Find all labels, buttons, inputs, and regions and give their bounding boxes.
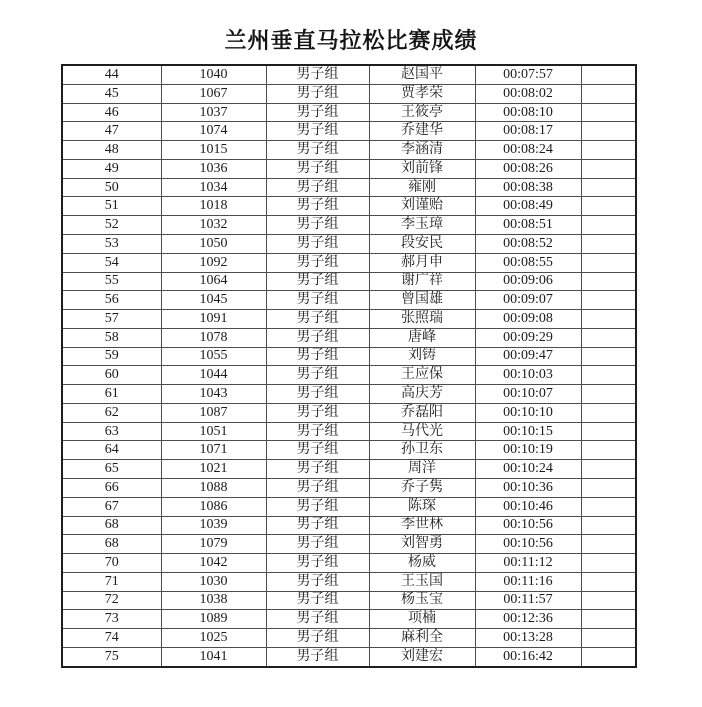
cell-name: 刘铸 <box>369 347 475 366</box>
table-row <box>62 178 636 197</box>
cell-group: 男子组 <box>266 554 369 573</box>
cell-rank: 57 <box>62 310 161 329</box>
cell-note <box>581 103 636 122</box>
cell-bib-number: 1088 <box>161 478 266 497</box>
cell-bib-number: 1015 <box>161 141 266 160</box>
cell-group: 男子组 <box>266 591 369 610</box>
cell-bib-number: 1067 <box>161 84 266 103</box>
table-row <box>62 422 636 441</box>
cell-rank: 60 <box>62 366 161 385</box>
cell-time: 00:08:26 <box>475 159 581 178</box>
cell-rank: 68 <box>62 535 161 554</box>
cell-group: 男子组 <box>266 535 369 554</box>
table-row <box>62 554 636 573</box>
cell-bib-number: 1087 <box>161 403 266 422</box>
cell-rank: 70 <box>62 554 161 573</box>
cell-name: 马代光 <box>369 422 475 441</box>
cell-group: 男子组 <box>266 478 369 497</box>
cell-time: 00:10:46 <box>475 497 581 516</box>
cell-note <box>581 610 636 629</box>
cell-bib-number: 1042 <box>161 554 266 573</box>
cell-rank: 61 <box>62 385 161 404</box>
cell-time: 00:10:56 <box>475 535 581 554</box>
cell-name: 陈琛 <box>369 497 475 516</box>
cell-group: 男子组 <box>266 460 369 479</box>
cell-name: 贾孝荣 <box>369 84 475 103</box>
cell-group: 男子组 <box>266 272 369 291</box>
cell-group: 男子组 <box>266 516 369 535</box>
cell-name: 刘建宏 <box>369 647 475 667</box>
cell-group: 男子组 <box>266 291 369 310</box>
cell-rank: 51 <box>62 197 161 216</box>
cell-note <box>581 403 636 422</box>
cell-note <box>581 328 636 347</box>
cell-rank: 64 <box>62 441 161 460</box>
cell-bib-number: 1079 <box>161 535 266 554</box>
cell-time: 00:08:38 <box>475 178 581 197</box>
cell-bib-number: 1050 <box>161 235 266 254</box>
cell-name: 周洋 <box>369 460 475 479</box>
table-row <box>62 159 636 178</box>
cell-name: 王筱亭 <box>369 103 475 122</box>
cell-bib-number: 1086 <box>161 497 266 516</box>
cell-note <box>581 629 636 648</box>
cell-time: 00:12:36 <box>475 610 581 629</box>
cell-time: 00:11:57 <box>475 591 581 610</box>
cell-time: 00:09:29 <box>475 328 581 347</box>
cell-time: 00:10:36 <box>475 478 581 497</box>
cell-bib-number: 1025 <box>161 629 266 648</box>
cell-bib-number: 1092 <box>161 253 266 272</box>
cell-rank: 72 <box>62 591 161 610</box>
cell-note <box>581 385 636 404</box>
cell-time: 00:10:19 <box>475 441 581 460</box>
cell-time: 00:16:42 <box>475 647 581 667</box>
cell-note <box>581 535 636 554</box>
table-row <box>62 460 636 479</box>
cell-note <box>581 497 636 516</box>
table-row <box>62 328 636 347</box>
cell-time: 00:09:08 <box>475 310 581 329</box>
cell-name: 王应保 <box>369 366 475 385</box>
cell-group: 男子组 <box>266 366 369 385</box>
cell-name: 杨玉宝 <box>369 591 475 610</box>
cell-name: 刘谨贻 <box>369 197 475 216</box>
cell-rank: 62 <box>62 403 161 422</box>
table-row <box>62 253 636 272</box>
cell-time: 00:10:10 <box>475 403 581 422</box>
cell-time: 00:10:56 <box>475 516 581 535</box>
cell-rank: 63 <box>62 422 161 441</box>
cell-bib-number: 1018 <box>161 197 266 216</box>
table-row <box>62 535 636 554</box>
cell-note <box>581 235 636 254</box>
cell-rank: 66 <box>62 478 161 497</box>
cell-note <box>581 216 636 235</box>
cell-group: 男子组 <box>266 310 369 329</box>
cell-group: 男子组 <box>266 422 369 441</box>
cell-group: 男子组 <box>266 403 369 422</box>
cell-bib-number: 1021 <box>161 460 266 479</box>
cell-bib-number: 1071 <box>161 441 266 460</box>
table-row <box>62 197 636 216</box>
cell-rank: 67 <box>62 497 161 516</box>
cell-rank: 73 <box>62 610 161 629</box>
cell-group: 男子组 <box>266 347 369 366</box>
cell-bib-number: 1038 <box>161 591 266 610</box>
cell-name: 乔磊阳 <box>369 403 475 422</box>
cell-bib-number: 1032 <box>161 216 266 235</box>
table-row <box>62 591 636 610</box>
cell-time: 00:11:12 <box>475 554 581 573</box>
table-row <box>62 366 636 385</box>
cell-bib-number: 1074 <box>161 122 266 141</box>
cell-name: 段安民 <box>369 235 475 254</box>
results-table <box>61 64 637 668</box>
cell-rank: 65 <box>62 460 161 479</box>
cell-rank: 54 <box>62 253 161 272</box>
cell-time: 00:10:07 <box>475 385 581 404</box>
cell-group: 男子组 <box>266 235 369 254</box>
cell-rank: 52 <box>62 216 161 235</box>
cell-rank: 50 <box>62 178 161 197</box>
cell-name: 刘前锋 <box>369 159 475 178</box>
cell-time: 00:08:52 <box>475 235 581 254</box>
cell-name: 李世林 <box>369 516 475 535</box>
cell-group: 男子组 <box>266 497 369 516</box>
results-table-container <box>61 64 637 668</box>
cell-name: 雍刚 <box>369 178 475 197</box>
cell-time: 00:08:02 <box>475 84 581 103</box>
cell-note <box>581 84 636 103</box>
cell-name: 麻利全 <box>369 629 475 648</box>
table-row <box>62 103 636 122</box>
cell-note <box>581 366 636 385</box>
cell-bib-number: 1040 <box>161 65 266 84</box>
cell-group: 男子组 <box>266 159 369 178</box>
cell-bib-number: 1037 <box>161 103 266 122</box>
cell-note <box>581 272 636 291</box>
table-row <box>62 235 636 254</box>
cell-group: 男子组 <box>266 253 369 272</box>
cell-time: 00:13:28 <box>475 629 581 648</box>
cell-group: 男子组 <box>266 216 369 235</box>
cell-rank: 53 <box>62 235 161 254</box>
table-row <box>62 310 636 329</box>
cell-bib-number: 1041 <box>161 647 266 667</box>
cell-bib-number: 1044 <box>161 366 266 385</box>
cell-name: 李涵清 <box>369 141 475 160</box>
table-row <box>62 478 636 497</box>
cell-rank: 48 <box>62 141 161 160</box>
table-row <box>62 272 636 291</box>
cell-rank: 45 <box>62 84 161 103</box>
cell-note <box>581 478 636 497</box>
cell-time: 00:07:57 <box>475 65 581 84</box>
cell-bib-number: 1030 <box>161 572 266 591</box>
cell-time: 00:11:16 <box>475 572 581 591</box>
cell-time: 00:10:03 <box>475 366 581 385</box>
table-row <box>62 629 636 648</box>
cell-bib-number: 1034 <box>161 178 266 197</box>
cell-time: 00:08:51 <box>475 216 581 235</box>
cell-note <box>581 422 636 441</box>
results-table-body <box>62 65 636 667</box>
cell-rank: 68 <box>62 516 161 535</box>
table-row <box>62 403 636 422</box>
cell-note <box>581 159 636 178</box>
cell-name: 杨威 <box>369 554 475 573</box>
cell-name: 李玉璋 <box>369 216 475 235</box>
cell-group: 男子组 <box>266 122 369 141</box>
table-row <box>62 572 636 591</box>
cell-name: 刘智勇 <box>369 535 475 554</box>
cell-name: 张照瑞 <box>369 310 475 329</box>
table-row <box>62 141 636 160</box>
page-title: 兰州垂直马拉松比赛成绩 <box>224 28 478 53</box>
table-row <box>62 516 636 535</box>
cell-name: 王玉国 <box>369 572 475 591</box>
cell-name: 乔建华 <box>369 122 475 141</box>
cell-name: 项楠 <box>369 610 475 629</box>
cell-note <box>581 516 636 535</box>
cell-note <box>581 291 636 310</box>
cell-group: 男子组 <box>266 385 369 404</box>
cell-group: 男子组 <box>266 572 369 591</box>
cell-group: 男子组 <box>266 141 369 160</box>
cell-note <box>581 178 636 197</box>
cell-group: 男子组 <box>266 441 369 460</box>
cell-note <box>581 554 636 573</box>
cell-note <box>581 253 636 272</box>
cell-rank: 46 <box>62 103 161 122</box>
cell-time: 00:10:15 <box>475 422 581 441</box>
cell-time: 00:08:10 <box>475 103 581 122</box>
table-row <box>62 441 636 460</box>
cell-group: 男子组 <box>266 647 369 667</box>
cell-name: 谢广祥 <box>369 272 475 291</box>
cell-time: 00:09:47 <box>475 347 581 366</box>
cell-note <box>581 441 636 460</box>
cell-bib-number: 1091 <box>161 310 266 329</box>
table-row <box>62 497 636 516</box>
cell-time: 00:08:55 <box>475 253 581 272</box>
cell-rank: 56 <box>62 291 161 310</box>
cell-bib-number: 1051 <box>161 422 266 441</box>
cell-bib-number: 1039 <box>161 516 266 535</box>
cell-rank: 55 <box>62 272 161 291</box>
cell-time: 00:10:24 <box>475 460 581 479</box>
cell-name: 乔子隽 <box>369 478 475 497</box>
cell-note <box>581 647 636 667</box>
cell-group: 男子组 <box>266 328 369 347</box>
cell-note <box>581 572 636 591</box>
cell-name: 孙卫东 <box>369 441 475 460</box>
cell-rank: 49 <box>62 159 161 178</box>
cell-bib-number: 1045 <box>161 291 266 310</box>
cell-rank: 58 <box>62 328 161 347</box>
cell-note <box>581 591 636 610</box>
cell-group: 男子组 <box>266 84 369 103</box>
table-row <box>62 647 636 667</box>
cell-rank: 44 <box>62 65 161 84</box>
cell-group: 男子组 <box>266 197 369 216</box>
cell-group: 男子组 <box>266 103 369 122</box>
cell-rank: 71 <box>62 572 161 591</box>
table-row <box>62 84 636 103</box>
cell-time: 00:09:06 <box>475 272 581 291</box>
cell-name: 高庆芳 <box>369 385 475 404</box>
cell-bib-number: 1036 <box>161 159 266 178</box>
cell-time: 00:08:49 <box>475 197 581 216</box>
cell-name: 赵国平 <box>369 65 475 84</box>
cell-rank: 47 <box>62 122 161 141</box>
cell-note <box>581 197 636 216</box>
cell-rank: 59 <box>62 347 161 366</box>
cell-group: 男子组 <box>266 610 369 629</box>
cell-group: 男子组 <box>266 65 369 84</box>
table-row <box>62 122 636 141</box>
table-row <box>62 216 636 235</box>
cell-bib-number: 1043 <box>161 385 266 404</box>
cell-note <box>581 141 636 160</box>
table-row <box>62 65 636 84</box>
cell-note <box>581 65 636 84</box>
cell-name: 唐峰 <box>369 328 475 347</box>
cell-group: 男子组 <box>266 178 369 197</box>
cell-name: 郝月申 <box>369 253 475 272</box>
cell-time: 00:08:17 <box>475 122 581 141</box>
cell-rank: 74 <box>62 629 161 648</box>
cell-note <box>581 347 636 366</box>
cell-bib-number: 1064 <box>161 272 266 291</box>
cell-note <box>581 460 636 479</box>
cell-note <box>581 122 636 141</box>
cell-bib-number: 1078 <box>161 328 266 347</box>
cell-group: 男子组 <box>266 629 369 648</box>
table-row <box>62 291 636 310</box>
table-row <box>62 610 636 629</box>
cell-rank: 75 <box>62 647 161 667</box>
cell-time: 00:09:07 <box>475 291 581 310</box>
cell-bib-number: 1089 <box>161 610 266 629</box>
cell-bib-number: 1055 <box>161 347 266 366</box>
table-row <box>62 347 636 366</box>
table-row <box>62 385 636 404</box>
cell-note <box>581 310 636 329</box>
cell-name: 曾国雄 <box>369 291 475 310</box>
cell-time: 00:08:24 <box>475 141 581 160</box>
